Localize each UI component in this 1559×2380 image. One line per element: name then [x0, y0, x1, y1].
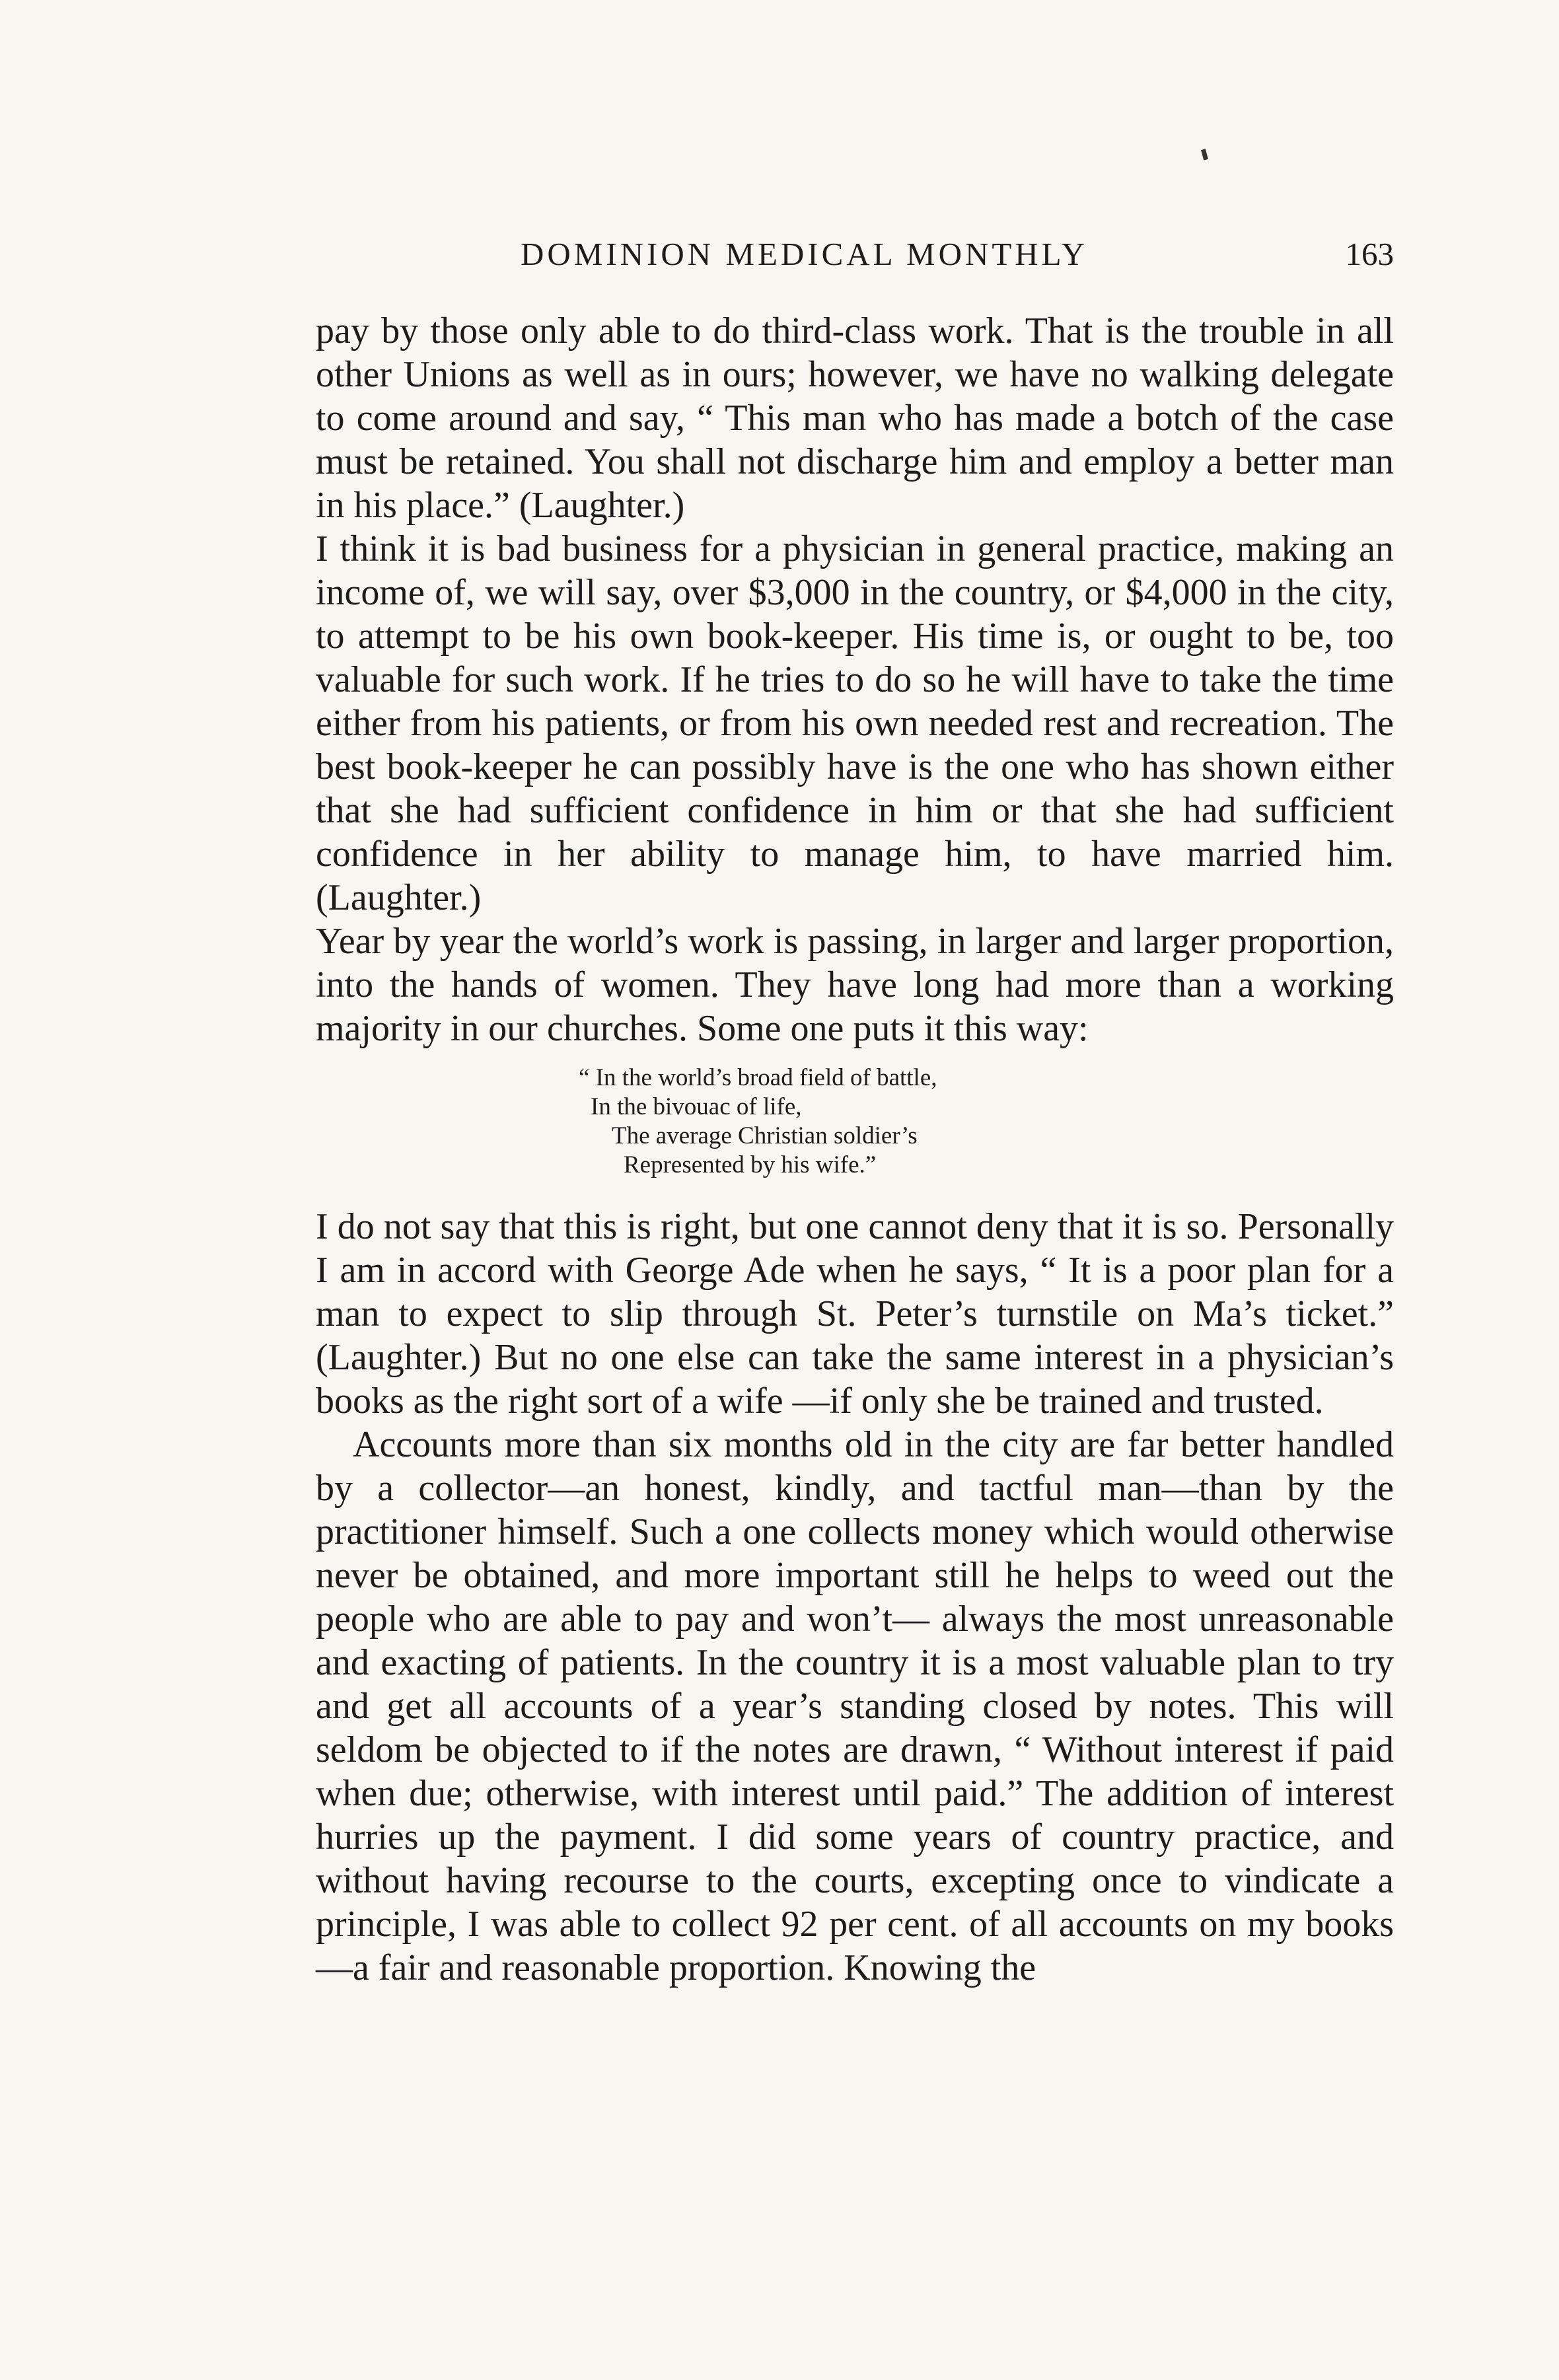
body-text	[316, 309, 1394, 1990]
paragraph-2: I think it is bad business for a physician in general practice, making an income of, we will say, over $3,000 in the country, or $4,000 in the city, to attempt to be his own book-keeper. His time is, or ought to be, too valuable for such work. If he tries to do so he will have to take the time either from his patients, or from his own needed rest and recreation. The best book-keeper he can possibly have is the one who has shown either that she had sufficient confidence in him or that she had sufficient confidence in her ability to manage him, to have married him. (Laughter.)	[316, 528, 1394, 918]
page-number: 163	[1345, 236, 1394, 272]
verse-quote	[316, 1064, 1394, 1180]
page-header	[316, 235, 1394, 281]
stray-ink-mark	[1201, 149, 1208, 160]
running-head: DOMINION MEDICAL MONTHLY	[521, 236, 1089, 272]
verse-line: The average Christian soldier’s	[612, 1122, 918, 1149]
paragraph-1: pay by those only able to do third-class work. That is the trouble in all other Unions as well as in ours; however, we have no walking delegate to come around and say, “ This man who has made a botch of the case must be retained. You shall not discharge him and employ a better man in his place.” (Laughter.)	[316, 310, 1394, 526]
verse-line: “ In the world’s broad field of battle,	[579, 1064, 937, 1091]
paragraph-5: Accounts more than six months old in the city are far better handled by a collector—an honest, kindly, and tactful man—than by the practitioner himself. Such a one collects money which would otherwise never be obtained, and more important still he helps to weed out the people who are able to pay and won’t— always the most unreasonable and exacting of patients. In the country it is a most valuable plan to try and get all accounts of a year’s standing closed by notes. This will seldom be objected to if the notes are drawn, “ Without interest if paid when due; otherwise, with interest until paid.” The addition of interest hurries up the payment. I did some years of country practice, and without having recourse to the courts, excepting once to vindicate a principle, I was able to collect 92 per cent. of all accounts on my books—a fair and reasonable proportion. Knowing the	[316, 1424, 1394, 1988]
paragraph-3: Year by year the world’s work is passing, in larger and larger proportion, into the hands of women. They have long had more than a working majority in our churches. Some one puts it this way:	[316, 921, 1394, 1049]
verse-line: In the bivouac of life,	[591, 1093, 802, 1120]
paragraph-4: I do not say that this is right, but one cannot deny that it is so. Personally I am in accord with George Ade when he says, “ It is a poor plan for a man to expect to slip through St. Peter’s turnstile on Ma’s ticket.” (Laughter.) But no one else can take the same interest in a physician’s books as the right sort of a wife —if only she be trained and trusted.	[316, 1206, 1394, 1422]
verse-line: Represented by his wife.”	[624, 1151, 877, 1178]
